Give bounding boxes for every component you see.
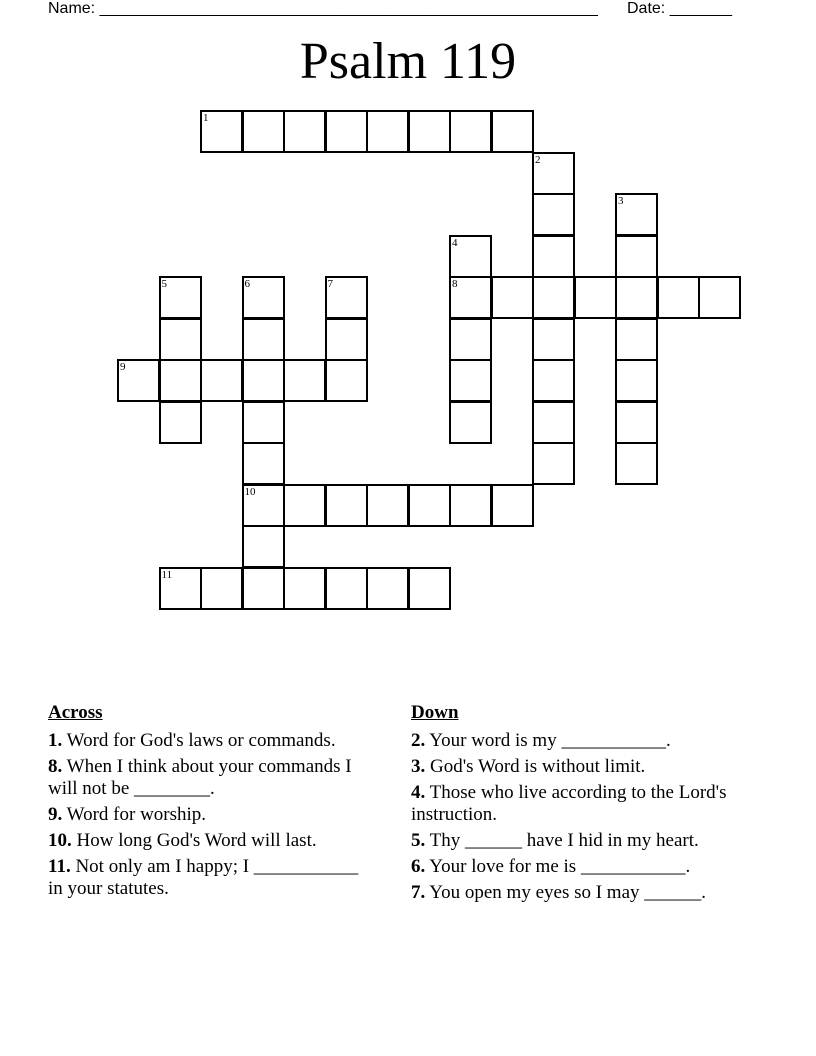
crossword-cell[interactable] [325,567,368,610]
crossword-cell[interactable] [325,484,368,527]
crossword-cell[interactable] [698,276,741,319]
crossword-cell[interactable] [242,276,285,319]
name-field-label: Name: ________________________________________________________ [48,0,598,17]
crossword-cell[interactable] [449,484,492,527]
clue-number: 3 [618,195,624,207]
crossword-cell[interactable] [532,359,575,402]
clue-down-7: 7. You open my eyes so I may ______. [411,882,707,903]
crossword-cell[interactable] [615,401,658,444]
crossword-cell[interactable] [615,442,658,485]
crossword-cell[interactable] [657,276,700,319]
crossword-cell[interactable] [117,359,160,402]
crossword-cell[interactable] [325,318,368,361]
crossword-cell[interactable] [200,567,243,610]
crossword-cell[interactable] [159,276,202,319]
crossword-cell[interactable] [325,276,368,319]
crossword-cell[interactable] [242,110,285,153]
crossword-cell[interactable] [532,276,575,319]
clue-number: 10 [244,485,256,498]
crossword-cell[interactable] [200,110,243,153]
crossword-cell[interactable] [532,401,575,444]
clue-number: 5 [161,278,167,290]
crossword-cell[interactable] [491,484,534,527]
clue-number: 4 [452,236,458,249]
crossword-cell[interactable] [532,152,575,195]
clue-down-6: 6. Your love for me is ___________. [411,856,691,877]
crossword-cell[interactable] [574,276,617,319]
clue-across-9: 9. Word for worship. [48,804,207,825]
crossword-cell[interactable] [242,484,285,527]
crossword-cell[interactable] [408,484,451,527]
crossword-cell[interactable] [283,359,326,402]
crossword-cell[interactable] [159,567,202,610]
crossword-cell[interactable] [615,276,658,319]
crossword-cell[interactable] [408,567,451,610]
crossword-cell[interactable] [449,359,492,402]
crossword-cell[interactable] [159,318,202,361]
crossword-cell[interactable] [532,235,575,278]
clue-number: 8 [452,278,458,290]
crossword-cell[interactable] [532,193,575,236]
clue-across-1: 1. Word for God's laws or commands. [48,730,336,751]
crossword-cell[interactable] [159,401,202,444]
crossword-cell[interactable] [366,567,409,610]
clue-number: 2 [535,153,541,166]
clue-down-5: 5. Thy ______ have I hid in my heart. [411,830,699,851]
crossword-cell[interactable] [159,359,202,402]
crossword-cell[interactable] [408,110,451,153]
crossword-cell[interactable] [366,484,409,527]
crossword-cell[interactable] [449,401,492,444]
clue-down-4: 4. Those who live according to the Lord's instruction. [411,782,727,825]
date-field-label: Date: _______ [627,0,732,17]
crossword-cell[interactable] [200,359,243,402]
clue-number: 9 [120,361,126,373]
clue-number: 7 [327,278,333,290]
crossword-cell[interactable] [615,235,658,278]
crossword-cell[interactable] [532,442,575,485]
crossword-cell[interactable] [242,401,285,444]
page-title: Psalm 119 [299,33,517,90]
down-heading: Down [411,702,459,723]
crossword-cell[interactable] [242,567,285,610]
clue-number: 1 [203,112,209,124]
crossword-cell[interactable] [283,110,326,153]
crossword-cell[interactable] [615,318,658,361]
clue-number: 11 [161,568,173,581]
crossword-cell[interactable] [615,193,658,236]
crossword-cell[interactable] [242,442,285,485]
clue-across-10: 10. How long God's Word will last. [48,830,317,851]
clue-down-3: 3. God's Word is without limit. [411,756,646,777]
across-clues [48,702,373,904]
across-heading: Across [48,702,103,723]
clue-across-11: 11. Not only am I happy; I ___________ in your statutes. [48,856,359,899]
down-clues [411,702,761,908]
crossword-cell[interactable] [615,359,658,402]
crossword-cell[interactable] [242,318,285,361]
crossword-cell[interactable] [491,276,534,319]
crossword-cell[interactable] [449,235,492,278]
crossword-cell[interactable] [449,276,492,319]
clue-down-2: 2. Your word is my ___________. [411,730,671,751]
crossword-cell[interactable] [449,110,492,153]
clue-number: 6 [244,278,250,290]
crossword-cell[interactable] [449,318,492,361]
crossword-cell[interactable] [491,110,534,153]
crossword-cell[interactable] [283,567,326,610]
crossword-cell[interactable] [283,484,326,527]
crossword-cell[interactable] [532,318,575,361]
crossword-cell[interactable] [325,359,368,402]
crossword-cell[interactable] [325,110,368,153]
crossword-cell[interactable] [242,525,285,568]
crossword-cell[interactable] [242,359,285,402]
clue-across-8: 8. When I think about your commands I will not be ________. [48,756,352,799]
crossword-cell[interactable] [366,110,409,153]
